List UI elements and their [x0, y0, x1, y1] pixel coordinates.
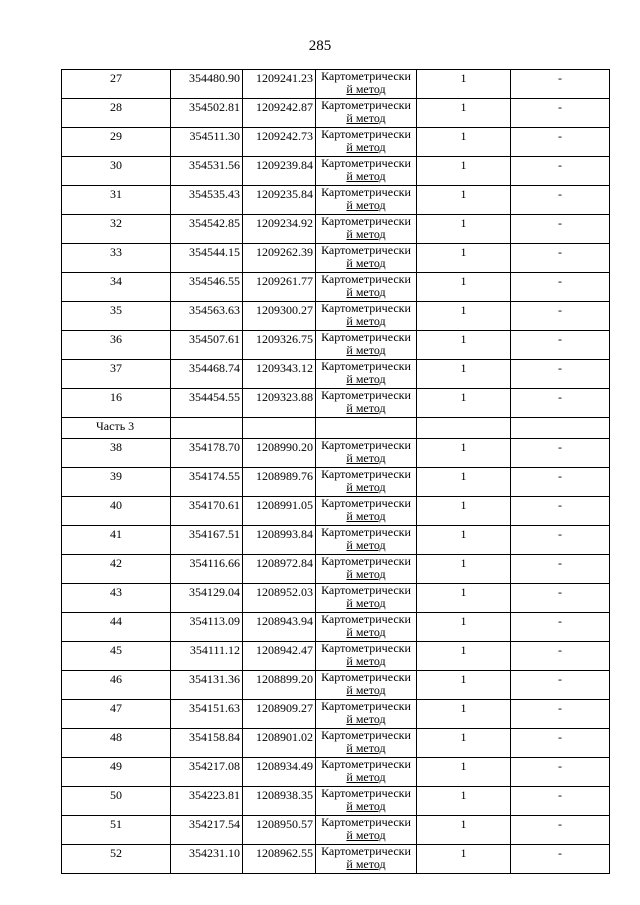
method-line2: й метод	[346, 567, 386, 581]
x-coordinate-cell: 354116.66	[171, 555, 243, 584]
method-line2: й метод	[346, 256, 386, 270]
y-coordinate-cell: 1209234.92	[243, 215, 316, 244]
point-number-cell: 36	[62, 331, 171, 360]
empty-cell	[171, 418, 243, 439]
point-number-cell: 48	[62, 729, 171, 758]
accuracy-cell: 1	[417, 642, 511, 671]
dash-cell: -	[511, 787, 610, 816]
method-line1: Картометрически	[321, 583, 411, 597]
accuracy-cell: 1	[417, 816, 511, 845]
method-cell	[316, 215, 417, 244]
point-number-cell: 30	[62, 157, 171, 186]
method-cell	[316, 497, 417, 526]
method-line2: й метод	[346, 82, 386, 96]
dash-cell: -	[511, 758, 610, 787]
y-coordinate-cell: 1208899.20	[243, 671, 316, 700]
point-number-cell: 16	[62, 389, 171, 418]
method-line1: Картометрически	[321, 185, 411, 199]
method-line1: Картометрически	[321, 98, 411, 112]
x-coordinate-cell: 354502.81	[171, 99, 243, 128]
dash-cell: -	[511, 555, 610, 584]
table-row	[62, 215, 610, 244]
table-row	[62, 186, 610, 215]
method-line1: Картометрически	[321, 554, 411, 568]
method-line2: й метод	[346, 314, 386, 328]
y-coordinate-cell: 1209241.23	[243, 70, 316, 99]
method-line2: й метод	[346, 596, 386, 610]
accuracy-cell: 1	[417, 845, 511, 874]
method-line1: Картометрически	[321, 525, 411, 539]
method-line2: й метод	[346, 343, 386, 357]
coordinates-table	[61, 69, 610, 874]
point-number-cell: 52	[62, 845, 171, 874]
y-coordinate-cell: 1209239.84	[243, 157, 316, 186]
point-number-cell: 40	[62, 497, 171, 526]
accuracy-cell: 1	[417, 244, 511, 273]
dash-cell: -	[511, 700, 610, 729]
accuracy-cell: 1	[417, 389, 511, 418]
point-number-cell: 35	[62, 302, 171, 331]
table-row	[62, 584, 610, 613]
x-coordinate-cell: 354217.08	[171, 758, 243, 787]
y-coordinate-cell: 1208934.49	[243, 758, 316, 787]
accuracy-cell: 1	[417, 613, 511, 642]
method-line2: й метод	[346, 169, 386, 183]
x-coordinate-cell: 354546.55	[171, 273, 243, 302]
x-coordinate-cell: 354544.15	[171, 244, 243, 273]
x-coordinate-cell: 354468.74	[171, 360, 243, 389]
method-cell	[316, 642, 417, 671]
method-line1: Картометрически	[321, 728, 411, 742]
x-coordinate-cell: 354174.55	[171, 468, 243, 497]
table-row	[62, 157, 610, 186]
dash-cell: -	[511, 845, 610, 874]
accuracy-cell: 1	[417, 70, 511, 99]
dash-cell: -	[511, 360, 610, 389]
method-line2: й метод	[346, 654, 386, 668]
accuracy-cell: 1	[417, 99, 511, 128]
x-coordinate-cell: 354170.61	[171, 497, 243, 526]
point-number-cell: 44	[62, 613, 171, 642]
y-coordinate-cell: 1208901.02	[243, 729, 316, 758]
table-row	[62, 758, 610, 787]
method-cell	[316, 360, 417, 389]
dash-cell: -	[511, 439, 610, 468]
empty-cell	[511, 418, 610, 439]
method-cell	[316, 331, 417, 360]
dash-cell: -	[511, 215, 610, 244]
dash-cell: -	[511, 302, 610, 331]
point-number-cell: 28	[62, 99, 171, 128]
accuracy-cell: 1	[417, 468, 511, 497]
dash-cell: -	[511, 584, 610, 613]
table-row	[62, 700, 610, 729]
point-number-cell: 31	[62, 186, 171, 215]
method-line2: й метод	[346, 625, 386, 639]
x-coordinate-cell: 354231.10	[171, 845, 243, 874]
dash-cell: -	[511, 816, 610, 845]
dash-cell: -	[511, 331, 610, 360]
table-row	[62, 555, 610, 584]
empty-cell	[243, 418, 316, 439]
method-line1: Картометрически	[321, 127, 411, 141]
y-coordinate-cell: 1208991.05	[243, 497, 316, 526]
method-cell	[316, 758, 417, 787]
table-body-section	[62, 418, 610, 439]
method-line2: й метод	[346, 401, 386, 415]
accuracy-cell: 1	[417, 215, 511, 244]
table-row	[62, 360, 610, 389]
method-cell	[316, 439, 417, 468]
method-line1: Картометрически	[321, 301, 411, 315]
method-line2: й метод	[346, 799, 386, 813]
dash-cell: -	[511, 497, 610, 526]
accuracy-cell: 1	[417, 555, 511, 584]
point-number-cell: 42	[62, 555, 171, 584]
table-row	[62, 468, 610, 497]
accuracy-cell: 1	[417, 729, 511, 758]
x-coordinate-cell: 354563.63	[171, 302, 243, 331]
table-row	[62, 497, 610, 526]
dash-cell: -	[511, 128, 610, 157]
method-cell	[316, 555, 417, 584]
y-coordinate-cell: 1209300.27	[243, 302, 316, 331]
method-line2: й метод	[346, 712, 386, 726]
y-coordinate-cell: 1208943.94	[243, 613, 316, 642]
point-number-cell: 49	[62, 758, 171, 787]
method-line1: Картометрически	[321, 156, 411, 170]
y-coordinate-cell: 1208909.27	[243, 700, 316, 729]
point-number-cell: 37	[62, 360, 171, 389]
x-coordinate-cell: 354217.54	[171, 816, 243, 845]
table-row	[62, 439, 610, 468]
dash-cell: -	[511, 186, 610, 215]
dash-cell: -	[511, 613, 610, 642]
method-line2: й метод	[346, 227, 386, 241]
accuracy-cell: 1	[417, 497, 511, 526]
method-line1: Картометрически	[321, 699, 411, 713]
dash-cell: -	[511, 389, 610, 418]
point-number-cell: 51	[62, 816, 171, 845]
section-row	[62, 418, 610, 439]
y-coordinate-cell: 1208993.84	[243, 526, 316, 555]
point-number-cell: 41	[62, 526, 171, 555]
method-cell	[316, 816, 417, 845]
dash-cell: -	[511, 671, 610, 700]
x-coordinate-cell: 354507.61	[171, 331, 243, 360]
method-line1: Картометрически	[321, 757, 411, 771]
x-coordinate-cell: 354223.81	[171, 787, 243, 816]
accuracy-cell: 1	[417, 360, 511, 389]
table-row	[62, 671, 610, 700]
x-coordinate-cell: 354511.30	[171, 128, 243, 157]
table-row	[62, 816, 610, 845]
method-cell	[316, 526, 417, 555]
method-line1: Картометрически	[321, 214, 411, 228]
method-cell	[316, 584, 417, 613]
method-cell	[316, 186, 417, 215]
table-row	[62, 729, 610, 758]
table-row	[62, 787, 610, 816]
table-row	[62, 244, 610, 273]
table-row	[62, 331, 610, 360]
table-row	[62, 273, 610, 302]
method-cell	[316, 157, 417, 186]
point-number-cell: 27	[62, 70, 171, 99]
accuracy-cell: 1	[417, 758, 511, 787]
method-line1: Картометрически	[321, 243, 411, 257]
method-cell	[316, 845, 417, 874]
method-line2: й метод	[346, 140, 386, 154]
dash-cell: -	[511, 273, 610, 302]
method-line1: Картометрически	[321, 670, 411, 684]
point-number-cell: 29	[62, 128, 171, 157]
method-line2: й метод	[346, 828, 386, 842]
method-cell	[316, 700, 417, 729]
x-coordinate-cell: 354131.36	[171, 671, 243, 700]
table-row	[62, 389, 610, 418]
point-number-cell: 34	[62, 273, 171, 302]
method-cell	[316, 389, 417, 418]
y-coordinate-cell: 1209235.84	[243, 186, 316, 215]
empty-cell	[316, 418, 417, 439]
dash-cell: -	[511, 244, 610, 273]
dash-cell: -	[511, 70, 610, 99]
point-number-cell: 39	[62, 468, 171, 497]
accuracy-cell: 1	[417, 671, 511, 700]
method-line2: й метод	[346, 285, 386, 299]
method-line1: Картометрически	[321, 388, 411, 402]
point-number-cell: 45	[62, 642, 171, 671]
method-line1: Картометрически	[321, 359, 411, 373]
x-coordinate-cell: 354531.56	[171, 157, 243, 186]
method-line2: й метод	[346, 111, 386, 125]
section-label: Часть 3	[62, 418, 171, 439]
y-coordinate-cell: 1208952.03	[243, 584, 316, 613]
method-cell	[316, 729, 417, 758]
dash-cell: -	[511, 157, 610, 186]
page-number: 285	[308, 38, 332, 54]
accuracy-cell: 1	[417, 787, 511, 816]
method-line2: й метод	[346, 372, 386, 386]
method-line2: й метод	[346, 451, 386, 465]
method-cell	[316, 128, 417, 157]
table-row	[62, 642, 610, 671]
x-coordinate-cell: 354158.84	[171, 729, 243, 758]
table-body-part-a	[62, 70, 610, 418]
y-coordinate-cell: 1209343.12	[243, 360, 316, 389]
x-coordinate-cell: 354542.85	[171, 215, 243, 244]
point-number-cell: 50	[62, 787, 171, 816]
accuracy-cell: 1	[417, 700, 511, 729]
table-row	[62, 128, 610, 157]
table-row	[62, 70, 610, 99]
method-line2: й метод	[346, 741, 386, 755]
method-line1: Картометрически	[321, 467, 411, 481]
method-cell	[316, 468, 417, 497]
method-cell	[316, 70, 417, 99]
method-line1: Картометрически	[321, 844, 411, 858]
method-line2: й метод	[346, 770, 386, 784]
method-line1: Картометрически	[321, 612, 411, 626]
method-line2: й метод	[346, 480, 386, 494]
y-coordinate-cell: 1209262.39	[243, 244, 316, 273]
point-number-cell: 47	[62, 700, 171, 729]
x-coordinate-cell: 354535.43	[171, 186, 243, 215]
method-cell	[316, 671, 417, 700]
accuracy-cell: 1	[417, 331, 511, 360]
x-coordinate-cell: 354129.04	[171, 584, 243, 613]
point-number-cell: 32	[62, 215, 171, 244]
y-coordinate-cell: 1209242.73	[243, 128, 316, 157]
accuracy-cell: 1	[417, 128, 511, 157]
dash-cell: -	[511, 642, 610, 671]
method-line1: Картометрически	[321, 272, 411, 286]
y-coordinate-cell: 1208950.57	[243, 816, 316, 845]
table-row	[62, 845, 610, 874]
method-line2: й метод	[346, 538, 386, 552]
y-coordinate-cell: 1208990.20	[243, 439, 316, 468]
empty-cell	[417, 418, 511, 439]
method-cell	[316, 613, 417, 642]
method-line2: й метод	[346, 683, 386, 697]
method-line2: й метод	[346, 857, 386, 871]
dash-cell: -	[511, 526, 610, 555]
table-row	[62, 302, 610, 331]
y-coordinate-cell: 1208942.47	[243, 642, 316, 671]
y-coordinate-cell: 1209242.87	[243, 99, 316, 128]
table-row	[62, 99, 610, 128]
table-row	[62, 613, 610, 642]
y-coordinate-cell: 1209326.75	[243, 331, 316, 360]
method-cell	[316, 302, 417, 331]
table-body-part-b	[62, 439, 610, 874]
y-coordinate-cell: 1208938.35	[243, 787, 316, 816]
x-coordinate-cell: 354454.55	[171, 389, 243, 418]
accuracy-cell: 1	[417, 584, 511, 613]
method-cell	[316, 244, 417, 273]
method-line2: й метод	[346, 198, 386, 212]
point-number-cell: 46	[62, 671, 171, 700]
y-coordinate-cell: 1208972.84	[243, 555, 316, 584]
x-coordinate-cell: 354167.51	[171, 526, 243, 555]
method-cell	[316, 787, 417, 816]
dash-cell: -	[511, 468, 610, 497]
point-number-cell: 43	[62, 584, 171, 613]
method-line1: Картометрически	[321, 438, 411, 452]
x-coordinate-cell: 354111.12	[171, 642, 243, 671]
method-line1: Картометрически	[321, 496, 411, 510]
method-line1: Картометрически	[321, 815, 411, 829]
x-coordinate-cell: 354151.63	[171, 700, 243, 729]
point-number-cell: 33	[62, 244, 171, 273]
table-row	[62, 526, 610, 555]
method-line1: Картометрически	[321, 69, 411, 83]
y-coordinate-cell: 1208989.76	[243, 468, 316, 497]
y-coordinate-cell: 1208962.55	[243, 845, 316, 874]
x-coordinate-cell: 354480.90	[171, 70, 243, 99]
y-coordinate-cell: 1209261.77	[243, 273, 316, 302]
accuracy-cell: 1	[417, 302, 511, 331]
method-cell	[316, 273, 417, 302]
method-line1: Картометрически	[321, 641, 411, 655]
dash-cell: -	[511, 729, 610, 758]
method-line2: й метод	[346, 509, 386, 523]
method-line1: Картометрически	[321, 330, 411, 344]
y-coordinate-cell: 1209323.88	[243, 389, 316, 418]
accuracy-cell: 1	[417, 186, 511, 215]
accuracy-cell: 1	[417, 273, 511, 302]
point-number-cell: 38	[62, 439, 171, 468]
method-cell	[316, 99, 417, 128]
method-line1: Картометрически	[321, 786, 411, 800]
accuracy-cell: 1	[417, 157, 511, 186]
accuracy-cell: 1	[417, 526, 511, 555]
x-coordinate-cell: 354113.09	[171, 613, 243, 642]
x-coordinate-cell: 354178.70	[171, 439, 243, 468]
accuracy-cell: 1	[417, 439, 511, 468]
dash-cell: -	[511, 99, 610, 128]
